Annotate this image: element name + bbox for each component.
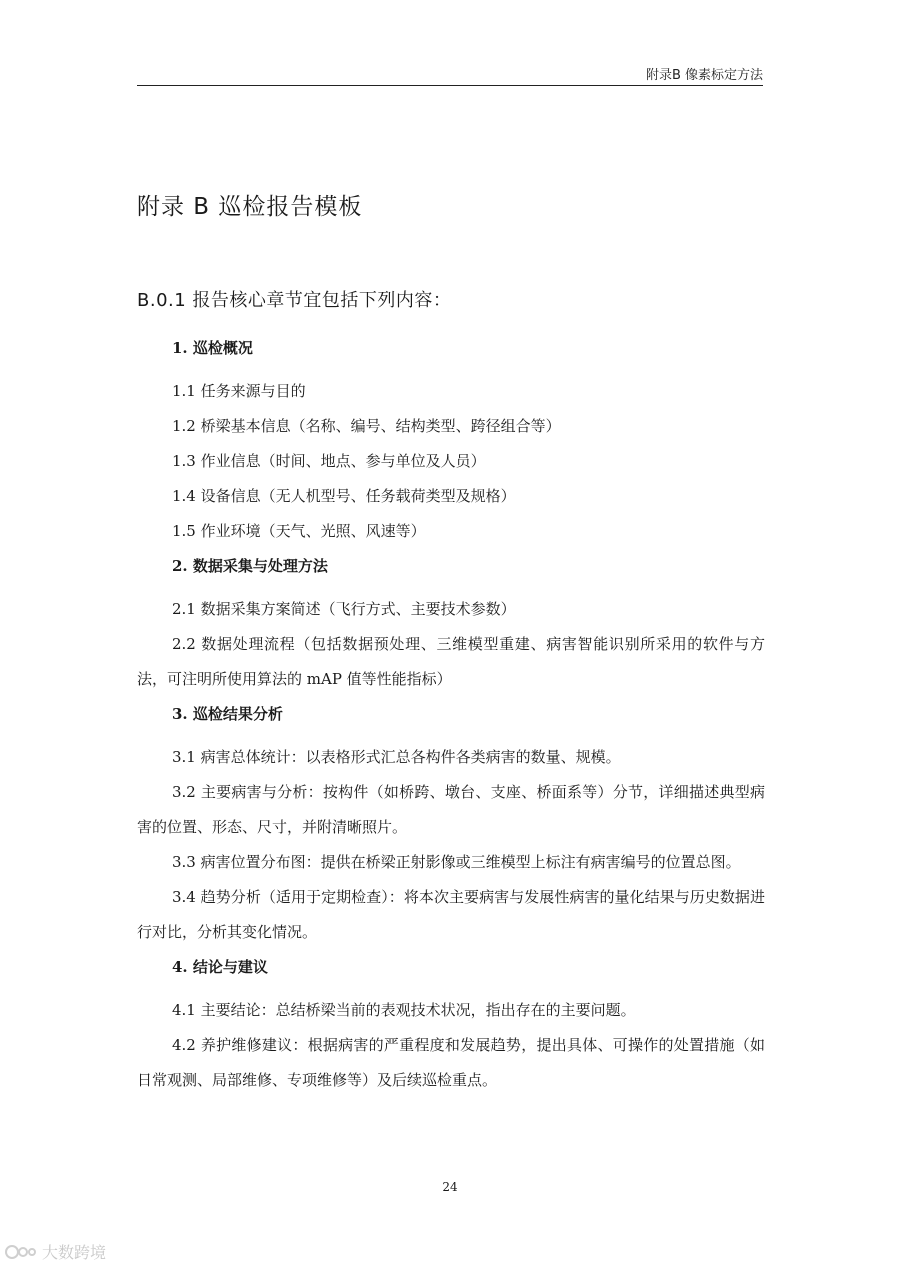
list-item: 2.2 数据处理流程（包括数据预处理、三维模型重建、病害智能识别所采用的软件与方法，可注明所使用算法的 mAP 值等性能指标） [137, 635, 765, 688]
list-item: 4.1 主要结论：总结桥梁当前的表观技术状况，指出存在的主要问题。 [172, 1001, 636, 1019]
list-item: 3.2 主要病害与分析：按构件（如桥跨、墩台、支座、桥面系等）分节，详细描述典型病害的位置、形态、尺寸，并附清晰照片。 [137, 783, 765, 836]
watermark-text: 大数跨境 [42, 1243, 107, 1262]
clause-heading: B.0.1 报告核心章节宜包括下列内容： [137, 290, 452, 311]
list-item: 2.1 数据采集方案简述（飞行方式、主要技术参数） [172, 600, 516, 618]
page-number: 24 [442, 1180, 458, 1194]
section-3-title: 3. 巡检结果分析 [172, 705, 283, 723]
watermark-logo-icon [4, 1242, 38, 1262]
list-item: 3.4 趋势分析（适用于定期检查）：将本次主要病害与发展性病害的量化结果与历史数据进行对比，分析其变化情况。 [137, 888, 765, 941]
list-item: 4.2 养护维修建议：根据病害的严重程度和发展趋势，提出具体、可操作的处置措施（如日常观测、局部维修、专项维修等）及后续巡检重点。 [137, 1036, 765, 1089]
report-outline [137, 335, 765, 1098]
list-item: 3.3 病害位置分布图：提供在桥梁正射影像或三维模型上标注有病害编号的位置总图。 [172, 853, 741, 871]
section-1-title: 1. 巡检概况 [172, 339, 253, 357]
section-2-title: 2. 数据采集与处理方法 [172, 557, 328, 575]
page-title: 附录 B 巡检报告模板 [137, 194, 363, 220]
list-item: 1.2 桥梁基本信息（名称、编号、结构类型、跨径组合等） [172, 417, 561, 435]
list-item: 3.1 病害总体统计：以表格形式汇总各构件各类病害的数量、规模。 [172, 748, 621, 766]
section-4-title: 4. 结论与建议 [172, 958, 268, 976]
list-item: 1.1 任务来源与目的 [172, 382, 306, 400]
list-item: 1.3 作业信息（时间、地点、参与单位及人员） [172, 452, 486, 470]
running-header: 附录B 像素标定方法 [645, 68, 763, 83]
list-item: 1.5 作业环境（天气、光照、风速等） [172, 522, 426, 540]
watermark [4, 1240, 106, 1263]
list-item: 1.4 设备信息（无人机型号、任务载荷类型及规格） [172, 487, 516, 505]
header-rule [137, 85, 763, 86]
